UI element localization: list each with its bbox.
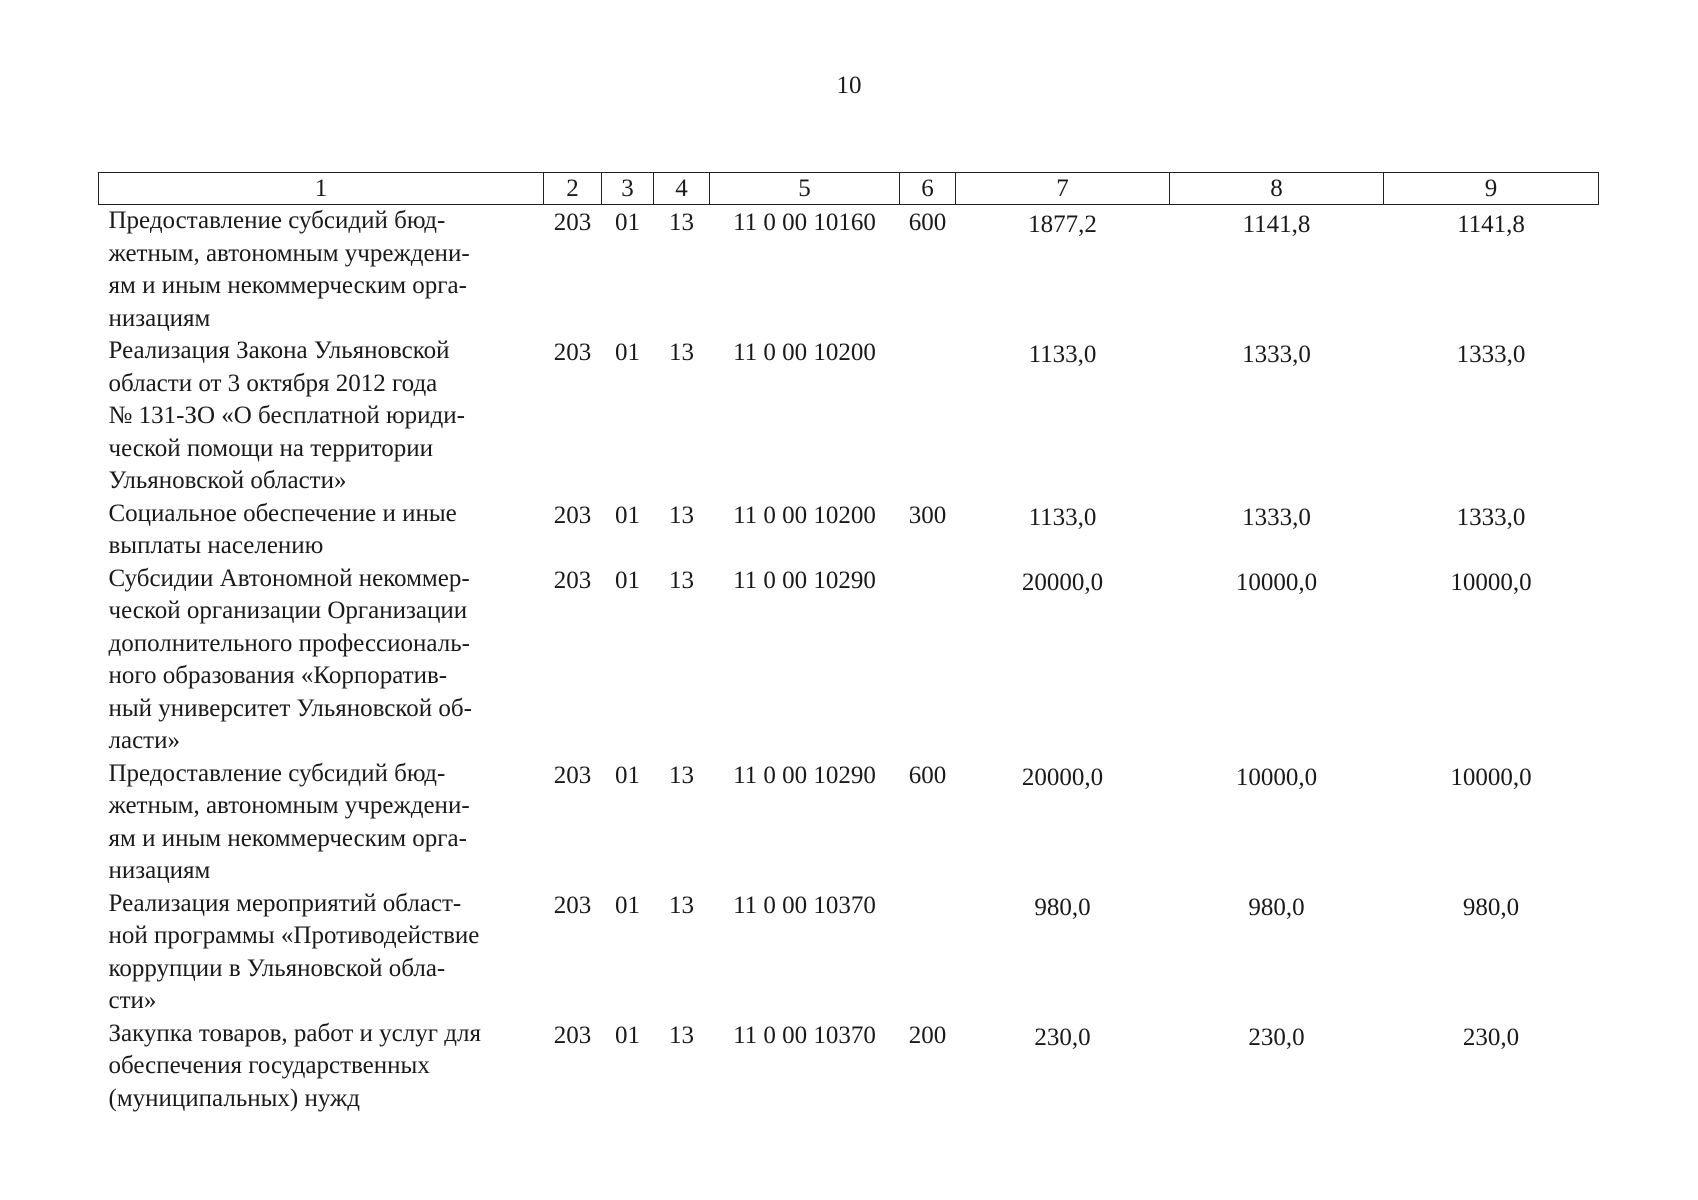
- cell-subsection: 13: [669, 761, 694, 789]
- cell-amount-year2: 1333,0: [1242, 341, 1311, 368]
- cell-admin-code: 203: [553, 566, 592, 594]
- cell-amount-year1: 1877,2: [1028, 211, 1097, 238]
- table-row: [99, 758, 1599, 888]
- cell-amount-year2: 10000,0: [1235, 763, 1318, 791]
- table-row: [99, 205, 1599, 336]
- cell-section: 01: [615, 209, 640, 236]
- table-row: [99, 563, 1599, 758]
- description-line: ческой организации Организации: [108, 597, 468, 624]
- cell-amount-year1: 20000,0: [1021, 763, 1104, 791]
- description-line: ного образования «Корпоратив-: [108, 662, 448, 689]
- row-description: [99, 498, 544, 563]
- row-description: [99, 1018, 544, 1116]
- cell-amount-year1: 1133,0: [1028, 341, 1097, 368]
- cell-admin-code: 203: [553, 501, 592, 529]
- column-header-1: 1: [99, 173, 544, 205]
- row-description: [99, 563, 544, 758]
- description-line: ям и иным некоммерческим орга-: [108, 272, 467, 299]
- cell-amount-year2: 10000,0: [1235, 568, 1318, 596]
- cell-amount-year2: 230,0: [1248, 1023, 1305, 1051]
- cell-admin-code: 203: [553, 1021, 592, 1049]
- column-header-3: 3: [602, 173, 654, 205]
- cell-amount-year1: 980,0: [1034, 893, 1091, 921]
- column-header-2: 2: [544, 173, 602, 205]
- column-header-8: 8: [1170, 173, 1384, 205]
- row-description: [99, 335, 544, 498]
- table-row: [99, 335, 1599, 498]
- cell-target-article: 11 0 00 10370: [733, 891, 876, 919]
- cell-amount-year3: 1333,0: [1456, 503, 1526, 531]
- cell-section: 01: [615, 339, 640, 366]
- cell-target-article: 11 0 00 10290: [733, 566, 876, 594]
- description-line: выплаты населению: [108, 532, 324, 559]
- description-line: низациям: [108, 304, 211, 332]
- column-header-5: 5: [710, 173, 900, 205]
- cell-target-article: 11 0 00 10200: [733, 501, 876, 529]
- cell-admin-code: 203: [553, 761, 592, 789]
- cell-admin-code: 203: [553, 891, 592, 919]
- page-number: 10: [836, 72, 862, 99]
- description-line: области от 3 октября 2012 года: [108, 369, 438, 397]
- cell-amount-year3: 10000,0: [1450, 568, 1532, 596]
- column-header-6: 6: [900, 173, 956, 205]
- cell-target-article: 11 0 00 10200: [733, 339, 876, 366]
- cell-amount-year1: 20000,0: [1021, 568, 1104, 596]
- cell-amount-year1: 230,0: [1034, 1023, 1091, 1051]
- cell-section: 01: [615, 891, 640, 919]
- table-header: [99, 173, 1599, 205]
- description-line: Социальное обеспечение и иные: [108, 499, 457, 527]
- cell-subsection: 13: [669, 339, 694, 366]
- description-line: Ульяновской области»: [108, 467, 347, 494]
- cell-expense-type: 300: [908, 501, 947, 529]
- description-line: коррупции в Ульяновской обла-: [108, 954, 446, 982]
- cell-subsection: 13: [669, 501, 694, 529]
- description-line: ческой помощи на территории: [108, 434, 433, 462]
- cell-section: 01: [615, 761, 640, 789]
- row-description: [99, 888, 544, 1018]
- row-description: [99, 205, 544, 336]
- description-line: жетным, автономным учреждени-: [108, 792, 470, 819]
- description-line: Реализация Закона Ульяновской: [108, 337, 450, 364]
- cell-amount-year2: 980,0: [1248, 893, 1305, 921]
- table-row: [99, 888, 1599, 1018]
- row-description: [99, 758, 544, 888]
- cell-subsection: 13: [669, 891, 694, 919]
- cell-expense-type: [900, 563, 956, 758]
- cell-amount-year2: 1141,8: [1242, 211, 1311, 238]
- cell-expense-type: 600: [908, 209, 947, 236]
- header-row: [99, 173, 1599, 205]
- description-line: Предоставление субсидий бюд-: [108, 207, 446, 234]
- description-line: обеспечения государственных: [108, 1052, 430, 1079]
- description-line: Субсидии Автономной некоммер-: [108, 564, 470, 592]
- cell-expense-type: 600: [908, 761, 947, 789]
- description-line: ям и иным некоммерческим орга-: [108, 824, 467, 852]
- table-body: [99, 205, 1599, 1116]
- description-line: Предоставление субсидий бюд-: [108, 759, 446, 787]
- cell-amount-year3: 10000,0: [1450, 763, 1532, 791]
- cell-amount-year2: 1333,0: [1242, 503, 1311, 531]
- description-line: низациям: [108, 857, 211, 884]
- cell-subsection: 13: [669, 1021, 694, 1049]
- description-line: дополнительного профессиональ-: [108, 629, 470, 657]
- description-line: сти»: [108, 987, 157, 1014]
- cell-subsection: 13: [669, 209, 694, 236]
- cell-section: 01: [615, 566, 640, 594]
- cell-subsection: 13: [669, 566, 694, 594]
- cell-target-article: 11 0 00 10290: [733, 761, 876, 789]
- cell-section: 01: [615, 1021, 640, 1049]
- column-header-7: 7: [956, 173, 1170, 205]
- cell-expense-type: [900, 335, 956, 498]
- cell-amount-year3: 230,0: [1462, 1023, 1520, 1051]
- cell-admin-code: 203: [553, 339, 592, 366]
- description-line: Закупка товаров, работ и услуг для: [108, 1019, 481, 1047]
- description-line: жетным, автономным учреждени-: [108, 239, 470, 267]
- cell-admin-code: 203: [553, 209, 592, 236]
- description-line: Реализация мероприятий област-: [108, 889, 462, 917]
- cell-amount-year1: 1133,0: [1028, 503, 1097, 531]
- description-line: ной программы «Противодействие: [108, 922, 480, 949]
- column-header-4: 4: [654, 173, 710, 205]
- budget-table: [98, 172, 1599, 1115]
- cell-amount-year3: 1333,0: [1456, 341, 1526, 368]
- table-row: [99, 498, 1599, 563]
- description-line: ный университет Ульяновской об-: [108, 694, 472, 722]
- column-header-9: 9: [1384, 173, 1599, 205]
- cell-expense-type: [900, 888, 956, 1018]
- cell-amount-year3: 980,0: [1462, 893, 1520, 921]
- description-line: (муниципальных) нужд: [108, 1084, 361, 1112]
- cell-expense-type: 200: [908, 1021, 947, 1049]
- description-line: № 131-ЗО «О бесплатной юриди-: [108, 402, 465, 429]
- cell-section: 01: [615, 501, 640, 529]
- cell-target-article: 11 0 00 10370: [733, 1021, 876, 1049]
- description-line: ласти»: [108, 727, 180, 754]
- table-row: [99, 1018, 1599, 1116]
- cell-target-article: 11 0 00 10160: [733, 209, 876, 236]
- cell-amount-year3: 1141,8: [1457, 211, 1525, 238]
